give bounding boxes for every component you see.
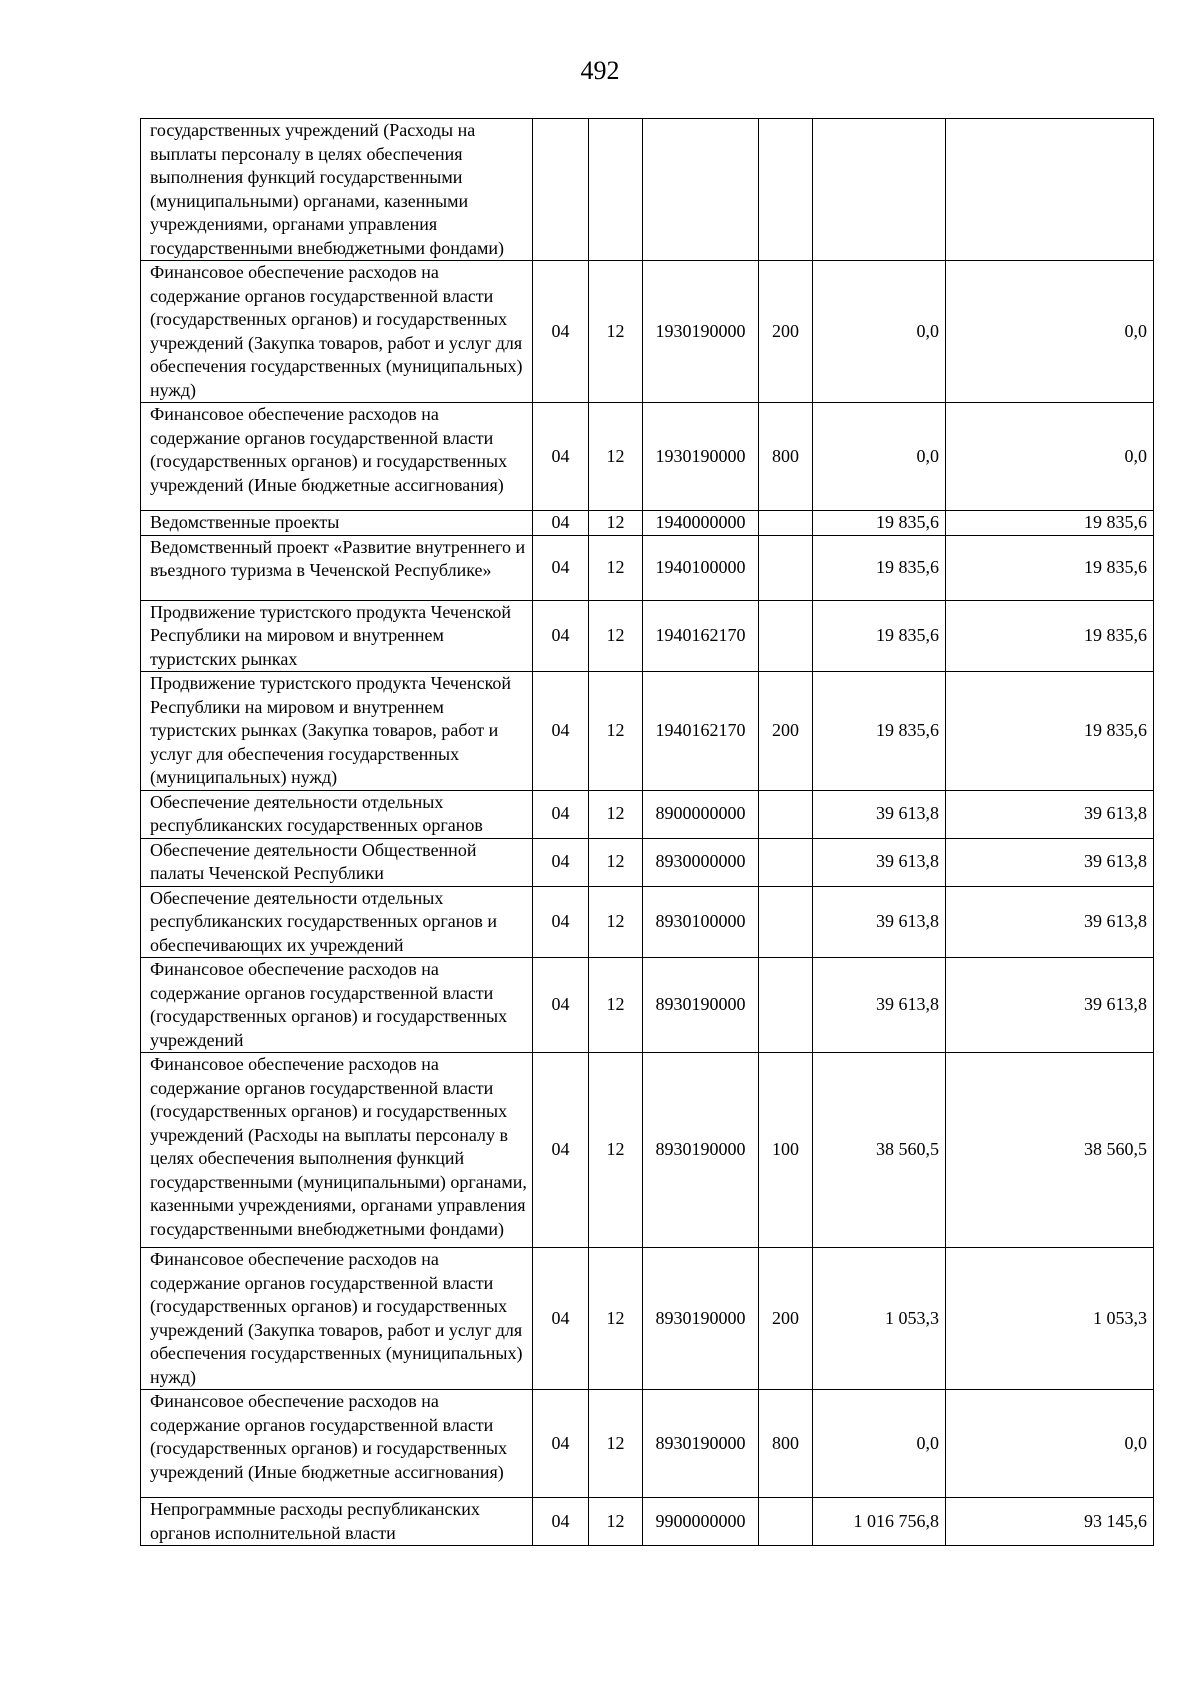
amount-year1-cell: 0,0 <box>813 261 946 403</box>
amount-year2-cell: 0,0 <box>946 261 1154 403</box>
target-article-cell: 8930100000 <box>643 886 759 958</box>
section-code-cell: 04 <box>533 535 589 600</box>
expense-type-cell: 200 <box>759 672 813 791</box>
amount-year2-cell: 38 560,5 <box>946 1053 1154 1248</box>
subsection-code-cell: 12 <box>589 600 643 672</box>
amount-year2-cell: 0,0 <box>946 403 1154 511</box>
subsection-code-cell: 12 <box>589 838 643 886</box>
subsection-code-cell: 12 <box>589 535 643 600</box>
description-cell: Финансовое обеспечение расходов на содержание органов государственной власти (государственных органов) и государственных учреждений (Расходы на выплаты персоналу в целях обеспечения выполнения функций государственными (муниципальными) органами, казенными учреждениями, органами управления государственными внебюджетными фондами) <box>141 1053 533 1248</box>
target-article-cell: 8930190000 <box>643 958 759 1053</box>
target-article-cell: 1940000000 <box>643 511 759 536</box>
subsection-code-cell <box>589 119 643 261</box>
amount-year1-cell: 19 835,6 <box>813 535 946 600</box>
expense-type-cell <box>759 838 813 886</box>
target-article-cell: 1930190000 <box>643 403 759 511</box>
section-code-cell: 04 <box>533 1248 589 1390</box>
expense-type-cell <box>759 535 813 600</box>
table-row <box>141 838 1154 886</box>
section-code-cell: 04 <box>533 1390 589 1498</box>
amount-year2-cell: 1 053,3 <box>946 1248 1154 1390</box>
subsection-code-cell: 12 <box>589 403 643 511</box>
target-article-cell: 1940162170 <box>643 600 759 672</box>
section-code-cell: 04 <box>533 1053 589 1248</box>
budget-table-body <box>141 119 1154 1546</box>
amount-year2-cell: 39 613,8 <box>946 790 1154 838</box>
target-article-cell: 1930190000 <box>643 261 759 403</box>
section-code-cell: 04 <box>533 1498 589 1546</box>
amount-year2-cell: 19 835,6 <box>946 672 1154 791</box>
page-number: 492 <box>580 56 620 85</box>
description-cell: Продвижение туристского продукта Чеченской Республики на мировом и внутреннем туристских рынках <box>141 600 533 672</box>
table-row <box>141 886 1154 958</box>
amount-year2-cell: 19 835,6 <box>946 535 1154 600</box>
target-article-cell: 9900000000 <box>643 1498 759 1546</box>
target-article-cell: 8930190000 <box>643 1390 759 1498</box>
target-article-cell: 8930190000 <box>643 1053 759 1248</box>
expense-type-cell <box>759 511 813 536</box>
table-row <box>141 600 1154 672</box>
amount-year1-cell: 0,0 <box>813 1390 946 1498</box>
amount-year1-cell: 1 016 756,8 <box>813 1498 946 1546</box>
expense-type-cell <box>759 600 813 672</box>
subsection-code-cell: 12 <box>589 672 643 791</box>
subsection-code-cell: 12 <box>589 958 643 1053</box>
subsection-code-cell: 12 <box>589 790 643 838</box>
section-code-cell: 04 <box>533 261 589 403</box>
amount-year2-cell: 19 835,6 <box>946 600 1154 672</box>
expense-type-cell <box>759 1498 813 1546</box>
description-cell: Финансовое обеспечение расходов на содержание органов государственной власти (государственных органов) и государственных учреждений (Иные бюджетные ассигнования) <box>141 1390 533 1498</box>
section-code-cell: 04 <box>533 886 589 958</box>
target-article-cell: 8930190000 <box>643 1248 759 1390</box>
target-article-cell: 1940100000 <box>643 535 759 600</box>
expense-type-cell: 200 <box>759 261 813 403</box>
table-row <box>141 1053 1154 1248</box>
expense-type-cell: 200 <box>759 1248 813 1390</box>
amount-year1-cell: 38 560,5 <box>813 1053 946 1248</box>
section-code-cell: 04 <box>533 511 589 536</box>
amount-year1-cell: 19 835,6 <box>813 672 946 791</box>
expense-type-cell: 800 <box>759 1390 813 1498</box>
description-cell: Финансовое обеспечение расходов на содержание органов государственной власти (государственных органов) и государственных учреждений (Закупка товаров, работ и услуг для обеспечения государственных (муниципальных) нужд) <box>141 261 533 403</box>
target-article-cell: 1940162170 <box>643 672 759 791</box>
amount-year2-cell: 39 613,8 <box>946 886 1154 958</box>
target-article-cell: 8930000000 <box>643 838 759 886</box>
section-code-cell: 04 <box>533 838 589 886</box>
description-cell: Обеспечение деятельности отдельных республиканских государственных органов и обеспечивающих их учреждений <box>141 886 533 958</box>
section-code-cell: 04 <box>533 672 589 791</box>
expense-type-cell <box>759 886 813 958</box>
description-cell: Финансовое обеспечение расходов на содержание органов государственной власти (государственных органов) и государственных учреждений <box>141 958 533 1053</box>
table-row <box>141 672 1154 791</box>
amount-year2-cell: 93 145,6 <box>946 1498 1154 1546</box>
section-code-cell: 04 <box>533 958 589 1053</box>
amount-year1-cell: 0,0 <box>813 403 946 511</box>
subsection-code-cell: 12 <box>589 1390 643 1498</box>
description-cell: Продвижение туристского продукта Чеченской Республики на мировом и внутреннем туристских рынках (Закупка товаров, работ и услуг для обеспечения государственных (муниципальных) нужд) <box>141 672 533 791</box>
amount-year1-cell: 39 613,8 <box>813 886 946 958</box>
table-row <box>141 119 1154 261</box>
amount-year2-cell: 19 835,6 <box>946 511 1154 536</box>
section-code-cell: 04 <box>533 600 589 672</box>
description-cell: Обеспечение деятельности отдельных республиканских государственных органов <box>141 790 533 838</box>
subsection-code-cell: 12 <box>589 886 643 958</box>
amount-year1-cell: 39 613,8 <box>813 790 946 838</box>
amount-year2-cell: 0,0 <box>946 1390 1154 1498</box>
table-row <box>141 511 1154 536</box>
budget-table <box>140 118 1154 1546</box>
description-cell: Финансовое обеспечение расходов на содержание органов государственной власти (государственных органов) и государственных учреждений (Иные бюджетные ассигнования) <box>141 403 533 511</box>
subsection-code-cell: 12 <box>589 511 643 536</box>
amount-year1-cell: 1 053,3 <box>813 1248 946 1390</box>
description-cell: Ведомственные проекты <box>141 511 533 536</box>
table-row <box>141 1498 1154 1546</box>
subsection-code-cell: 12 <box>589 261 643 403</box>
target-article-cell: 8900000000 <box>643 790 759 838</box>
section-code-cell: 04 <box>533 790 589 838</box>
expense-type-cell: 800 <box>759 403 813 511</box>
amount-year2-cell: 39 613,8 <box>946 838 1154 886</box>
description-cell: Ведомственный проект «Развитие внутреннего и въездного туризма в Чеченской Республике» <box>141 535 533 600</box>
amount-year1-cell: 39 613,8 <box>813 838 946 886</box>
amount-year1-cell: 19 835,6 <box>813 511 946 536</box>
expense-type-cell <box>759 119 813 261</box>
table-row <box>141 790 1154 838</box>
section-code-cell: 04 <box>533 403 589 511</box>
table-row <box>141 1248 1154 1390</box>
table-row <box>141 535 1154 600</box>
amount-year1-cell: 39 613,8 <box>813 958 946 1053</box>
expense-type-cell <box>759 790 813 838</box>
amount-year1-cell <box>813 119 946 261</box>
amount-year2-cell: 39 613,8 <box>946 958 1154 1053</box>
table-row <box>141 403 1154 511</box>
target-article-cell <box>643 119 759 261</box>
subsection-code-cell: 12 <box>589 1053 643 1248</box>
description-cell: Непрограммные расходы республиканских органов исполнительной власти <box>141 1498 533 1546</box>
section-code-cell <box>533 119 589 261</box>
expense-type-cell <box>759 958 813 1053</box>
table-row <box>141 958 1154 1053</box>
description-cell: государственных учреждений (Расходы на выплаты персоналу в целях обеспечения выполнения функций государственными (муниципальными) органами, казенными учреждениями, органами управления государственными внебюджетными фондами) <box>141 119 533 261</box>
table-row <box>141 261 1154 403</box>
expense-type-cell: 100 <box>759 1053 813 1248</box>
description-cell: Финансовое обеспечение расходов на содержание органов государственной власти (государственных органов) и государственных учреждений (Закупка товаров, работ и услуг для обеспечения государственных (муниципальных) нужд) <box>141 1248 533 1390</box>
amount-year2-cell <box>946 119 1154 261</box>
amount-year1-cell: 19 835,6 <box>813 600 946 672</box>
description-cell: Обеспечение деятельности Общественной палаты Чеченской Республики <box>141 838 533 886</box>
subsection-code-cell: 12 <box>589 1498 643 1546</box>
table-row <box>141 1390 1154 1498</box>
subsection-code-cell: 12 <box>589 1248 643 1390</box>
